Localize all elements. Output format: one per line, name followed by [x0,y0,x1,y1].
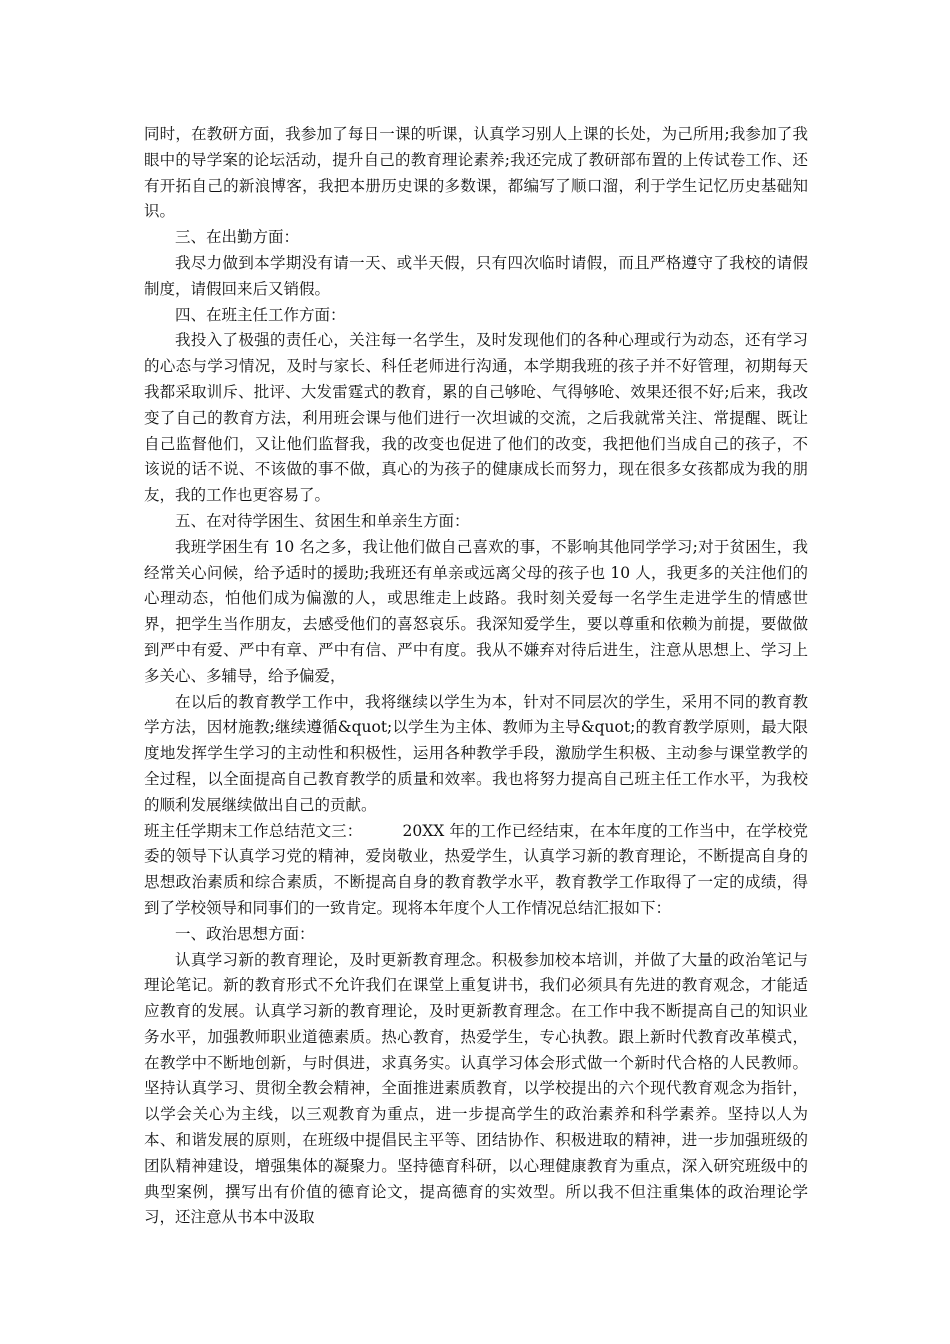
paragraph-future-plans: 在以后的教育教学工作中，我将继续以学生为本，针对不同层次的学生，采用不同的教育教学方法，因材施教;继续遵循&quot;以学生为主体、教师为主导&quot;的教育教学原则，最大限度地发挥学生学习的主动性和积极性，运用各种教学手段，激励学生积极、主动参与课堂教学的全过程，以全面提高自己教育教学的质量和效率。我也将努力提高自己班主任工作水平，为我校的顺利发展继续做出自己的贡献。 [144,692,808,814]
heading-struggling-students: 五、在对待学困生、贫困生和单亲生方面： [175,511,470,530]
heading-political-thought: 一、政治思想方面： [175,924,315,943]
document-body [144,122,808,1231]
heading-class-teacher-work: 四、在班主任工作方面： [175,305,346,324]
paragraph-political-thought: 认真学习新的教育理论，及时更新教育理念。积极参加校本培训，并做了大量的政治笔记与理论笔记。新的教育形式不允许我们在课堂上重复讲书，我们必须具有先进的教育观念，才能适应教育的发展。认真学习新的教育理论，及时更新教育理念。在工作中我不断提高自己的知识业务水平，加强教师职业道德素质。热心教育，热爱学生，专心执教。跟上新时代教育改革模式，在教学中不断地创新，与时俱进，求真务实。认真学习体会形式做一个新时代合格的人民教师。坚持认真学习、贯彻全教会精神，全面推进素质教育，以学校提出的六个现代教育观念为指针，以学会关心为主线，以三观教育为重点，进一步提高学生的政治素养和科学素养。坚持以人为本、和谐发展的原则，在班级中提倡民主平等、团结协作、积极进取的精神，进一步加强班级的团队精神建设，增强集体的凝聚力。坚持德育科研，以心理健康教育为重点，深入研究班级中的典型案例，撰写出有价值的德育论文，提高德育的实效型。所以我不但注重集体的政治理论学习，还注意从书本中汲取 [144,950,808,1227]
paragraph-struggling-students: 我班学困生有 10 名之多，我让他们做自己喜欢的事，不影响其他同学学习;对于贫困生，我经常关心问候，给予适时的援助;我班还有单亲或远离父母的孩子也 10 人，我更多的关注他们的心理动态，怕他们成为偏激的人，或思维走上歧路。我时刻关爱每一名学生走进学生的情感世界，把学生当作朋友，去感受他们的喜怒哀乐。我深知爱学生，要以尊重和依赖为前提，要做做到严中有爱、严中有章、严中有信、严中有度。我从不嫌弃对待后进生，注意从思想上、学习上多关心、多辅导，给予偏爱， [144,537,808,685]
paragraph-class-teacher-work: 我投入了极强的责任心，关注每一名学生，及时发现他们的各种心理或行为动态，还有学习的心态与学习情况，及时与家长、科任老师进行沟通，本学期我班的孩子并不好管理，初期每天我都采取训斥、批评、大发雷霆式的教育，累的自己够呛、气得够呛、效果还很不好;后来，我改变了自己的教育方法，利用班会课与他们进行一次坦诚的交流，之后我就常关注、常提醒、既让自己监督他们，又让他们监督我，我的改变也促进了他们的改变，我把他们当成自己的孩子，不该说的话不说、不该做的事不做，真心的为孩子的健康成长而努力，现在很多女孩都成为我的朋友，我的工作也更容易了。 [144,331,808,505]
paragraph-teaching-research: 同时，在教研方面，我参加了每日一课的听课，认真学习别人上课的长处，为己所用;我参加了我眼中的导学案的论坛活动，提升自己的教育理论素养;我还完成了教研部布置的上传试卷工作、还有开拓自己的新浪博客，我把本册历史课的多数课，都编写了顺口溜，利于学生记忆历史基础知识。 [144,125,808,221]
paragraph-attendance: 我尽力做到本学期没有请一天、或半天假，只有四次临时请假，而且严格遵守了我校的请假制度，请假回来后又销假。 [144,253,808,298]
heading-attendance: 三、在出勤方面： [175,228,300,247]
paragraph-sample-three-intro: 班主任学期末工作总结范文三： 20XX 年的工作已经结束，在本年度的工作当中，在学校党委的领导下认真学习党的精神，爱岗敬业，热爱学生，认真学习新的教育理论，不断提高自身的思想政治素质和综合素质，不断提高自身的教育教学水平，教育教学工作取得了一定的成绩，得到了学校领导和同事们的一致肯定。现将本年度个人工作情况总结汇报如下： [144,821,808,917]
